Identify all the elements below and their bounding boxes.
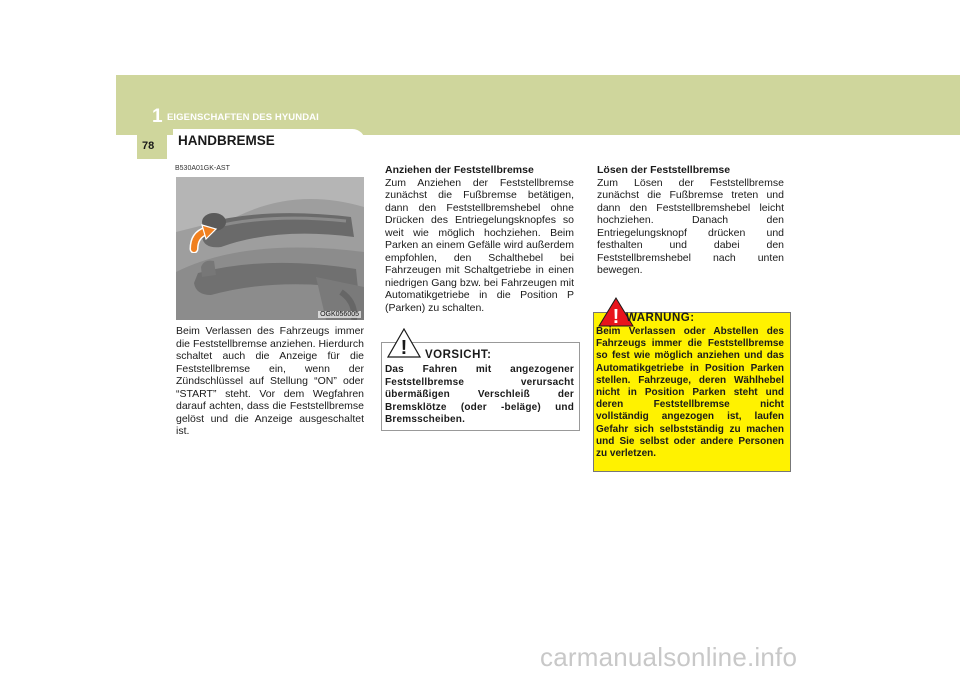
col2-block	[385, 164, 574, 314]
col1-paragraph: Beim Verlassen des Fahrzeugs immer die Feststellbremse anziehen. Hierdurch schaltet auch die Anzeige für die Feststellbremse ein, wenn der Zündschlüssel auf Stellung “ON” oder “START” steht. Vor dem Wegfahren darauf achten, dass die Feststellbremse gelöst und die Anzeige ausgeschaltet ist.	[176, 325, 364, 437]
watermark: carmanualsonline.info	[540, 642, 798, 672]
handbrake-photo	[176, 177, 364, 320]
col3-block	[597, 164, 784, 277]
page-number: 78	[142, 140, 155, 152]
caution-text: Das Fahren mit angezogener Feststellbremse verursacht übermäßigen Verschleiß der Bremsklötze (oder -beläge) und Bremsscheiben.	[385, 364, 574, 425]
warning-text: Beim Verlassen oder Abstellen des Fahrzeugs immer die Feststellbremse so fest wie möglich anziehen und das Automatikgetriebe in Position Parken stellen. Fahrzeuge, deren Wählhebel nicht in Position Parken steht und deren Feststellbremse nicht vollständig angezogen ist, laufen Gefahr sich selbstständig zu machen und Sie selbst oder andere Personen zu verletzen.	[596, 326, 784, 460]
caution-triangle-icon	[387, 328, 421, 358]
caution-title: VORSICHT:	[425, 349, 492, 361]
col3-paragraph: Zum Lösen der Feststellbremse zunächst die Fußbremse treten und dann den Feststellbremshebel leicht hochziehen. Danach den Entriegelungsknopf drücken und festhalten und dabei den Feststellbremshebel nach unten bewegen.	[597, 176, 784, 276]
warning-title: WARNUNG:	[626, 312, 695, 324]
col2-heading: Anziehen der Feststellbremse	[385, 164, 534, 176]
col3-heading: Lösen der Feststellbremse	[597, 164, 731, 176]
chapter-number: 1	[152, 106, 163, 127]
svg-text:!: !	[400, 337, 408, 358]
figure-code: B530A01GK-AST	[175, 165, 230, 172]
header-band	[116, 75, 960, 135]
photo-code: OGK056005	[320, 311, 359, 318]
col2-paragraph: Zum Anziehen der Feststellbremse zunächst die Fußbremse betätigen, dann den Feststellbremshebel ohne Drücken des Entriegelungsknopfes so weit wie möglich hochziehen. Beim Parken an einem Gefälle wird außerdem empfohlen, den Schalthebel bei Fahrzeugen mit Schaltgetriebe in einen niedrigen Gang bzw. bei Fahrzeugen mit Automatikgetriebe in die Position P (Parken) zu schalten.	[385, 176, 574, 314]
section-title: HANDBREMSE	[178, 133, 275, 148]
svg-text:!: !	[612, 306, 620, 327]
arrow-up-right-icon	[188, 223, 218, 253]
chapter-title: EIGENSCHAFTEN DES HYUNDAI	[167, 112, 319, 123]
